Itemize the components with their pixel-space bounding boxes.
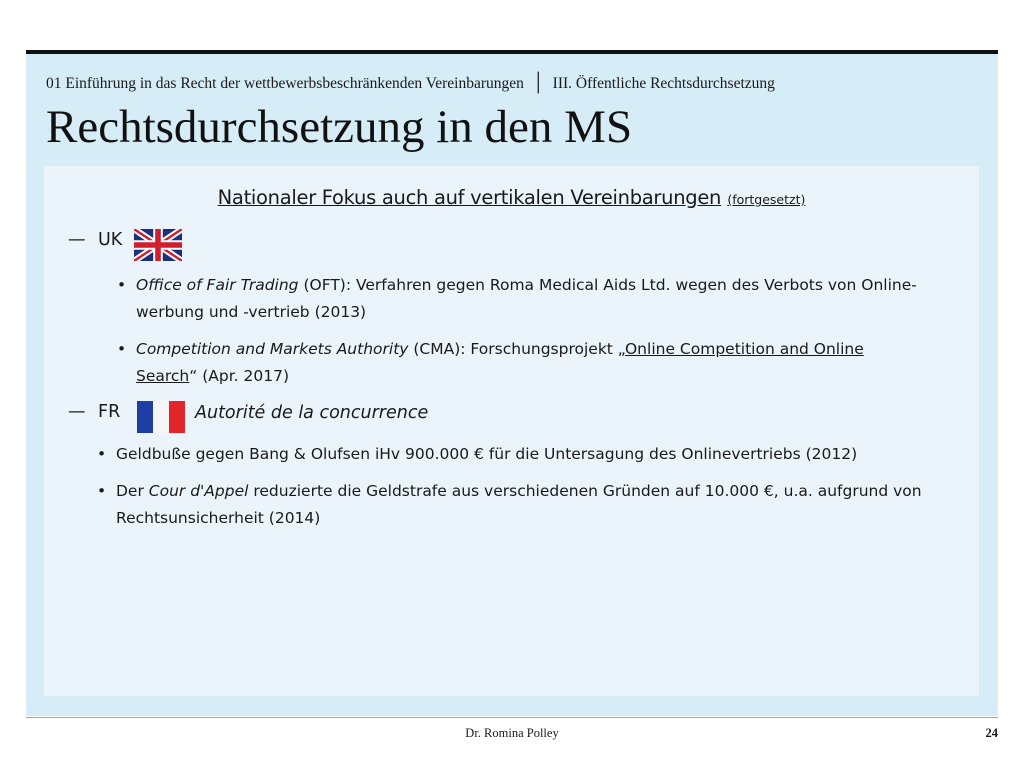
authority-oft: Office of Fair Trading xyxy=(136,276,299,294)
footer-author: Dr. Romina Polley xyxy=(465,726,559,740)
country-label-fr: FR xyxy=(98,402,121,422)
bullet-dot: • xyxy=(97,445,107,463)
content-headline xyxy=(44,186,979,209)
breadcrumb xyxy=(46,72,775,93)
oft-text-line2: werbung und -vertrieb (2013) xyxy=(136,303,367,321)
footer-divider xyxy=(26,717,998,718)
cma-project-link[interactable]: Online Competition and Online xyxy=(624,340,864,358)
headline-note: (fortgesetzt) xyxy=(727,192,806,207)
court-text-line1: reduzierte die Geldstrafe aus verschiedenen Gründen auf 10.000 €, u.a. aufgrund von xyxy=(248,482,922,500)
content-box xyxy=(44,166,979,696)
breadcrumb-separator: │ xyxy=(531,72,545,92)
headline-text: Nationaler Fokus auch auf vertikalen Vereinbarungen xyxy=(217,186,722,209)
bullet-dot: • xyxy=(97,482,107,500)
country-label-uk: UK xyxy=(98,230,123,250)
court-prefix: Der xyxy=(116,482,149,500)
list-item-bang-olufsen xyxy=(97,441,959,468)
list-item-oft xyxy=(117,272,959,326)
breadcrumb-section: 01 Einführung in das Recht der wettbewerbsbeschränkenden Vereinbarungen xyxy=(46,75,524,92)
bang-olufsen-text: Geldbuße gegen Bang & Olufsen iHv 900.000 € für die Untersagung des Onlinevertriebs (2012) xyxy=(116,445,858,463)
dash-uk: — xyxy=(68,230,86,250)
country-fr xyxy=(68,402,120,422)
page-number: 24 xyxy=(985,726,998,740)
bullet-dot: • xyxy=(117,340,127,358)
cma-project-link-cont[interactable]: Search xyxy=(136,367,190,385)
cma-date: “ (Apr. 2017) xyxy=(189,367,290,385)
list-item-cma xyxy=(117,336,959,390)
court-text-line2: Rechtsunsicherheit (2014) xyxy=(116,509,321,527)
cma-text-line1: (CMA): Forschungsprojekt „ xyxy=(408,340,625,358)
uk-flag-icon xyxy=(134,229,182,261)
country-uk xyxy=(68,230,122,250)
bullet-dot: • xyxy=(117,276,127,294)
authority-fr: Autorité de la concurrence xyxy=(195,403,429,423)
dash-fr: — xyxy=(68,402,86,422)
list-item-cour-dappel xyxy=(97,478,959,532)
oft-text-line1: (OFT): Verfahren gegen Roma Medical Aids Ltd. wegen des Verbots von Online- xyxy=(298,276,917,294)
breadcrumb-subsection: III. Öffentliche Rechtsdurchsetzung xyxy=(552,75,775,92)
court-name: Cour d'Appel xyxy=(148,482,249,500)
authority-cma: Competition and Markets Authority xyxy=(136,340,409,358)
france-flag-icon xyxy=(137,401,185,433)
page-title: Rechtsdurchsetzung in den MS xyxy=(46,101,633,153)
cma-text-line2 xyxy=(136,363,959,390)
